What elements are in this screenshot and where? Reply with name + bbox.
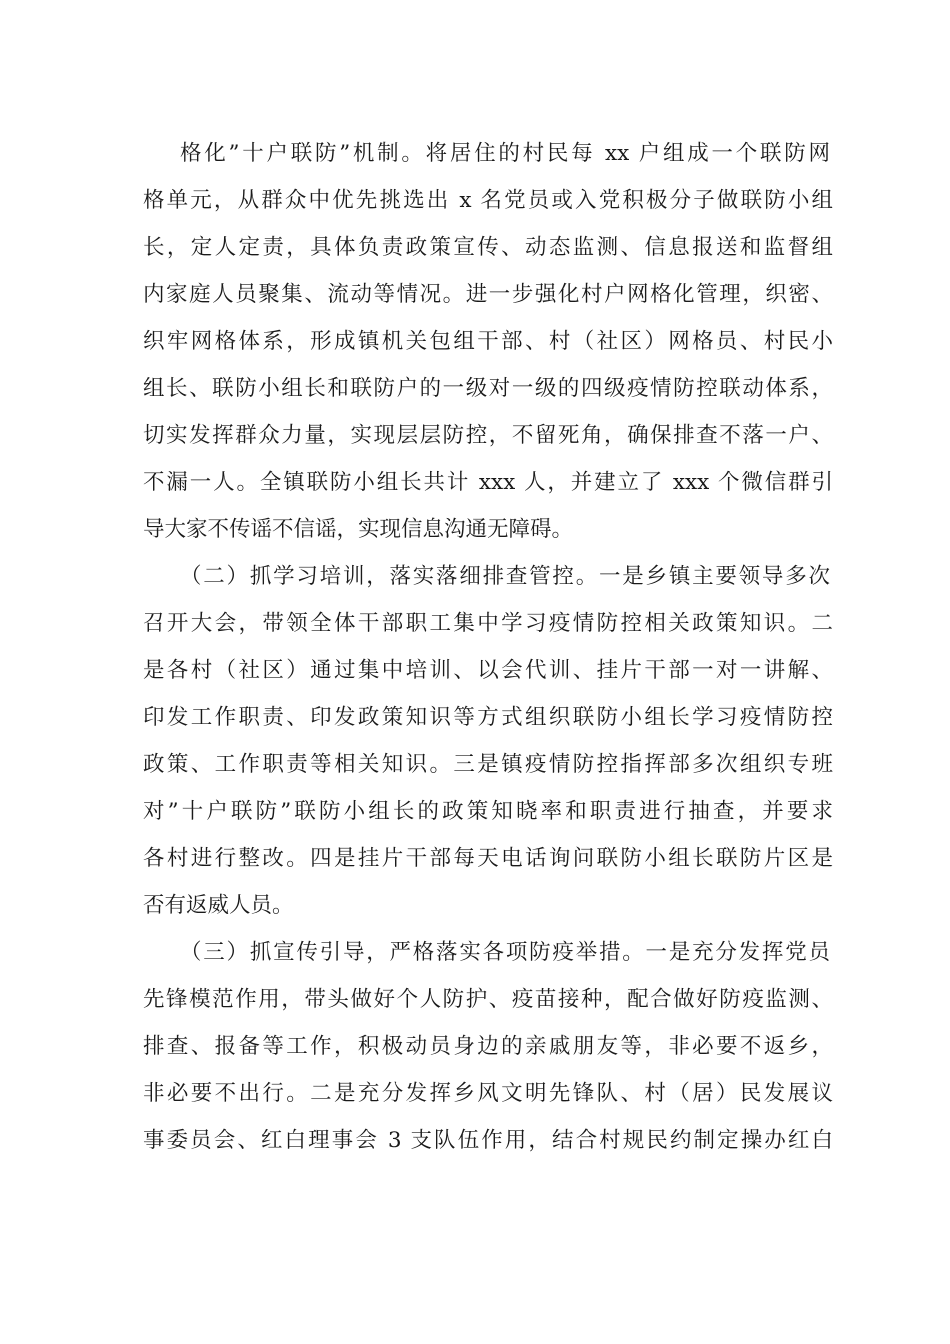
text-line: （三）抓宣传引导，严格落实各项防疫举措。一是充分发挥党员 [180, 940, 830, 965]
text-line: 非必要不出行。二是充分发挥乡风文明先锋队、村（居）民发展议 [143, 1081, 833, 1106]
text-line: 不漏一人。全镇联防小组长共计 xxx 人，并建立了 xxx 个微信群引 [143, 470, 833, 495]
text-line: 切实发挥群众力量，实现层层防控，不留死角，确保排查不落一户、 [143, 423, 833, 448]
text-line: 政策、工作职责等相关知识。三是镇疫情防控指挥部多次组织专班 [143, 752, 833, 777]
text-line: 排查、报备等工作，积极动员身边的亲戚朋友等，非必要不返乡， [143, 1034, 833, 1059]
text-line: 对”十户联防”联防小组长的政策知晓率和职责进行抽查，并要求 [143, 799, 833, 824]
text-line: 印发工作职责、印发政策知识等方式组织联防小组长学习疫情防控 [143, 705, 833, 730]
text-line: 长，定人定责，具体负责政策宣传、动态监测、信息报送和监督组 [143, 235, 833, 260]
text-line: 各村进行整改。四是挂片干部每天电话询问联防小组长联防片区是 [143, 846, 833, 871]
text-line: 事委员会、红白理事会 3 支队伍作用，结合村规民约制定操办红白 [143, 1128, 833, 1153]
text-line: 导大家不传谣不信谣，实现信息沟通无障碍。 [143, 517, 574, 542]
text-line: （二）抓学习培训，落实落细排查管控。一是乡镇主要领导多次 [180, 564, 830, 589]
text-line: 织牢网格体系，形成镇机关包组干部、村（社区）网格员、村民小 [143, 329, 833, 354]
text-line: 格单元，从群众中优先挑选出 x 名党员或入党积极分子做联防小组 [143, 188, 833, 213]
text-line: 内家庭人员聚集、流动等情况。进一步强化村户网格化管理，织密、 [143, 282, 833, 307]
text-line: 否有返威人员。 [143, 893, 294, 918]
text-line: 格化”十户联防”机制。将居住的村民每 xx 户组成一个联防网 [180, 141, 830, 166]
text-line: 先锋模范作用，带头做好个人防护、疫苗接种，配合做好防疫监测、 [143, 987, 833, 1012]
text-line: 是各村（社区）通过集中培训、以会代训、挂片干部一对一讲解、 [143, 658, 833, 683]
text-line: 召开大会，带领全体干部职工集中学习疫情防控相关政策知识。二 [143, 611, 833, 636]
text-line: 组长、联防小组长和联防户的一级对一级的四级疫情防控联动体系， [143, 376, 833, 401]
